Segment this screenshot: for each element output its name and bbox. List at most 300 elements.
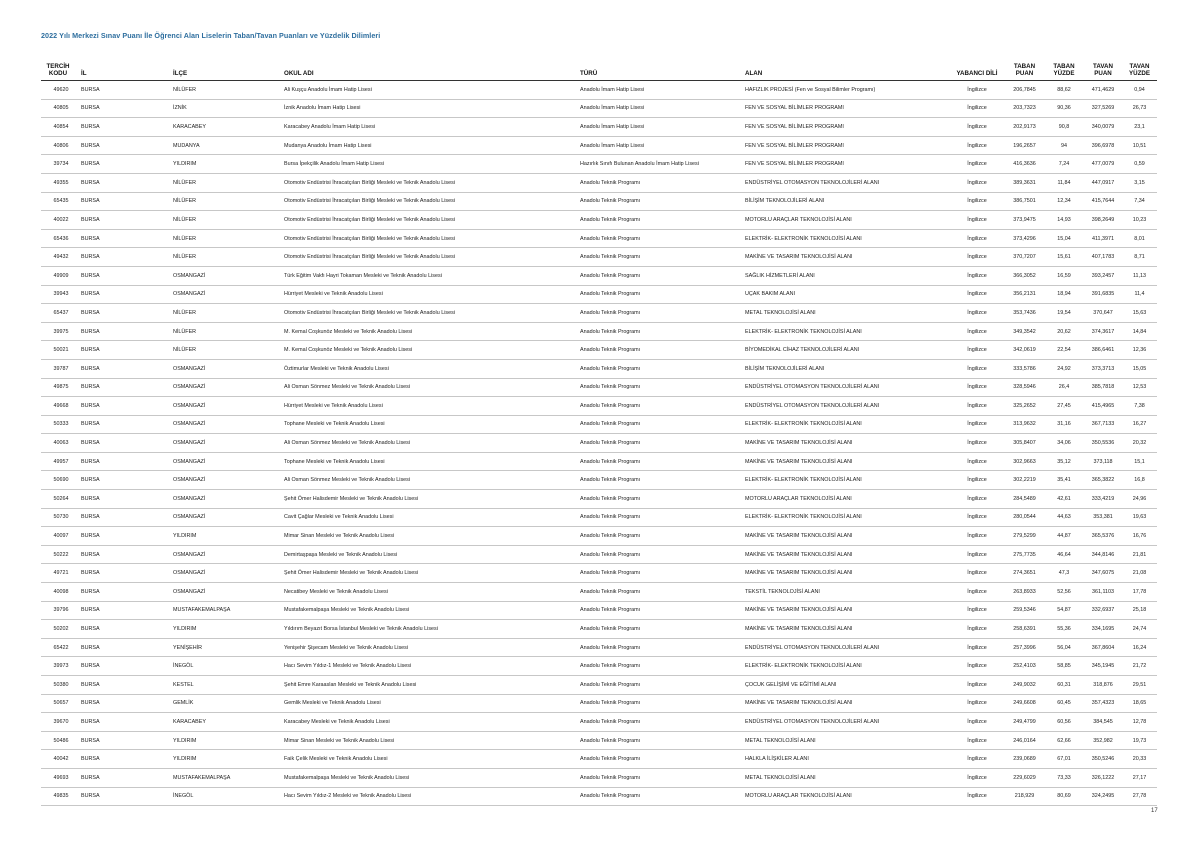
table-row [41,471,1157,490]
cell-tercih-kodu: 49721 [41,564,75,583]
cell-okul-adi: Otomotiv Endüstrisi İhracatçıları Birliği Mesleki ve Teknik Anadolu Lisesi [284,229,580,248]
cell-taban-yuzde: 7,24 [1044,155,1084,174]
cell-okul-adi: Hacı Sevim Yıldız-2 Mesleki ve Teknik Anadolu Lisesi [284,787,580,806]
cell-il: BURSA [75,787,173,806]
cell-turu: Anadolu Teknik Programı [580,359,745,378]
cell-taban-yuzde: 46,64 [1044,545,1084,564]
table-row [41,620,1157,639]
cell-turu: Anadolu Teknik Programı [580,322,745,341]
cell-tavan-puan: 411,3971 [1084,229,1122,248]
cell-ilce: KESTEL [173,676,284,695]
cell-yabanci-dili: İngilizce [949,452,1005,471]
cell-yabanci-dili: İngilizce [949,471,1005,490]
cell-turu: Anadolu İmam Hatip Lisesi [580,99,745,118]
cell-taban-puan: 302,9663 [1005,452,1044,471]
cell-alan: MOTORLU ARAÇLAR TEKNOLOJİSİ ALANI [745,211,949,230]
cell-taban-yuzde: 94 [1044,136,1084,155]
cell-yabanci-dili: İngilizce [949,378,1005,397]
cell-yabanci-dili: İngilizce [949,434,1005,453]
cell-ilce: NİLÜFER [173,173,284,192]
cell-tercih-kodu: 65422 [41,638,75,657]
cell-tavan-yuzde: 27,17 [1122,768,1157,787]
cell-il: BURSA [75,397,173,416]
cell-yabanci-dili: İngilizce [949,136,1005,155]
cell-yabanci-dili: İngilizce [949,155,1005,174]
cell-yabanci-dili: İngilizce [949,359,1005,378]
cell-taban-yuzde: 88,62 [1044,81,1084,100]
cell-alan: HALKLA İLİŞKİLER ALANI [745,750,949,769]
cell-taban-yuzde: 42,61 [1044,490,1084,509]
cell-alan: ELEKTRİK- ELEKTRONİK TEKNOLOJİSİ ALANI [745,322,949,341]
cell-tercih-kodu: 49355 [41,173,75,192]
cell-ilce: NİLÜFER [173,322,284,341]
cell-okul-adi: Türk Eğitim Vakfı Hayri Tokaman Mesleki ve Teknik Anadolu Lisesi [284,266,580,285]
cell-tavan-puan: 344,8146 [1084,545,1122,564]
cell-turu: Anadolu Teknik Programı [580,266,745,285]
cell-yabanci-dili: İngilizce [949,173,1005,192]
cell-il: BURSA [75,415,173,434]
cell-okul-adi: Ali Osman Sönmez Mesleki ve Teknik Anadolu Lisesi [284,434,580,453]
cell-yabanci-dili: İngilizce [949,99,1005,118]
header-yabanci-dili: YABANCI DİLİ [949,55,1005,81]
table-row [41,731,1157,750]
table-row [41,397,1157,416]
cell-okul-adi: Hacı Sevim Yıldız-1 Mesleki ve Teknik Anadolu Lisesi [284,657,580,676]
cell-taban-puan: 218,929 [1005,787,1044,806]
cell-il: BURSA [75,676,173,695]
cell-okul-adi: Mustafakemalpaşa Mesleki ve Teknik Anadolu Lisesi [284,601,580,620]
cell-turu: Anadolu İmam Hatip Lisesi [580,118,745,137]
cell-taban-puan: 305,8407 [1005,434,1044,453]
cell-okul-adi: Karacabey Mesleki ve Teknik Anadolu Lisesi [284,713,580,732]
table-row [41,676,1157,695]
cell-yabanci-dili: İngilizce [949,545,1005,564]
cell-turu: Anadolu Teknik Programı [580,341,745,360]
cell-alan: FEN VE SOSYAL BİLİMLER PROGRAMI [745,155,949,174]
cell-tavan-puan: 393,2457 [1084,266,1122,285]
cell-il: BURSA [75,527,173,546]
cell-alan: FEN VE SOSYAL BİLİMLER PROGRAMI [745,136,949,155]
cell-tercih-kodu: 50730 [41,508,75,527]
cell-alan: MOTORLU ARAÇLAR TEKNOLOJİSİ ALANI [745,490,949,509]
cell-tavan-yuzde: 18,65 [1122,694,1157,713]
cell-turu: Anadolu İmam Hatip Lisesi [580,81,745,100]
cell-tercih-kodu: 40042 [41,750,75,769]
cell-tercih-kodu: 49620 [41,81,75,100]
cell-ilce: YILDIRIM [173,620,284,639]
cell-alan: ELEKTRİK- ELEKTRONİK TEKNOLOJİSİ ALANI [745,471,949,490]
table-row [41,750,1157,769]
cell-il: BURSA [75,118,173,137]
cell-alan: ENDÜSTRİYEL OTOMASYON TEKNOLOJİLERİ ALANI [745,378,949,397]
cell-turu: Anadolu Teknik Programı [580,211,745,230]
table-row [41,285,1157,304]
cell-yabanci-dili: İngilizce [949,415,1005,434]
cell-alan: ÇOCUK GELİŞİMİ VE EĞİTİMİ ALANI [745,676,949,695]
cell-ilce: KARACABEY [173,118,284,137]
cell-ilce: İNEGÖL [173,787,284,806]
cell-tercih-kodu: 49957 [41,452,75,471]
cell-okul-adi: Otomotiv Endüstrisi İhracatçıları Birliği Mesleki ve Teknik Anadolu Lisesi [284,248,580,267]
cell-turu: Anadolu Teknik Programı [580,397,745,416]
cell-okul-adi: Ali Osman Sönmez Mesleki ve Teknik Anadolu Lisesi [284,378,580,397]
cell-tavan-puan: 396,6978 [1084,136,1122,155]
cell-ilce: NİLÜFER [173,211,284,230]
cell-tercih-kodu: 49693 [41,768,75,787]
cell-okul-adi: Yenişehir Şişecam Mesleki ve Teknik Anadolu Lisesi [284,638,580,657]
cell-ilce: İZNİK [173,99,284,118]
cell-il: BURSA [75,173,173,192]
cell-turu: Anadolu Teknik Programı [580,657,745,676]
cell-turu: Anadolu Teknik Programı [580,248,745,267]
cell-tavan-yuzde: 12,36 [1122,341,1157,360]
cell-okul-adi: Mudanya Anadolu İmam Hatip Lisesi [284,136,580,155]
cell-tavan-puan: 367,8604 [1084,638,1122,657]
cell-taban-yuzde: 73,33 [1044,768,1084,787]
cell-yabanci-dili: İngilizce [949,601,1005,620]
cell-tercih-kodu: 40063 [41,434,75,453]
cell-okul-adi: Mustafakemalpaşa Mesleki ve Teknik Anadolu Lisesi [284,768,580,787]
cell-yabanci-dili: İngilizce [949,490,1005,509]
cell-tavan-yuzde: 21,08 [1122,564,1157,583]
cell-tavan-puan: 334,1695 [1084,620,1122,639]
cell-taban-yuzde: 52,56 [1044,583,1084,602]
header-turu: TÜRÜ [580,55,745,81]
cell-turu: Anadolu Teknik Programı [580,378,745,397]
table-row [41,81,1157,100]
cell-taban-puan: 349,3542 [1005,322,1044,341]
table-header-row [41,55,1157,81]
cell-tavan-yuzde: 16,27 [1122,415,1157,434]
table-row [41,583,1157,602]
cell-turu: Anadolu Teknik Programı [580,694,745,713]
table-row [41,527,1157,546]
cell-il: BURSA [75,564,173,583]
cell-okul-adi: Tophane Mesleki ve Teknik Anadolu Lisesi [284,415,580,434]
cell-taban-yuzde: 62,66 [1044,731,1084,750]
cell-taban-puan: 366,3052 [1005,266,1044,285]
cell-taban-yuzde: 34,06 [1044,434,1084,453]
cell-tavan-puan: 471,4629 [1084,81,1122,100]
cell-tercih-kodu: 65436 [41,229,75,248]
cell-tercih-kodu: 50657 [41,694,75,713]
cell-yabanci-dili: İngilizce [949,304,1005,323]
cell-turu: Anadolu Teknik Programı [580,787,745,806]
cell-tavan-yuzde: 0,59 [1122,155,1157,174]
cell-tavan-yuzde: 0,94 [1122,81,1157,100]
table-row [41,118,1157,137]
cell-okul-adi: Otomotiv Endüstrisi İhracatçıları Birliği Mesleki ve Teknik Anadolu Lisesi [284,173,580,192]
table-row [41,768,1157,787]
table-row [41,304,1157,323]
cell-ilce: OSMANGAZİ [173,508,284,527]
cell-turu: Anadolu Teknik Programı [580,434,745,453]
page-number: 17 [1151,808,1158,814]
cell-taban-puan: 313,9632 [1005,415,1044,434]
cell-ilce: OSMANGAZİ [173,564,284,583]
table-row [41,415,1157,434]
cell-yabanci-dili: İngilizce [949,266,1005,285]
cell-yabanci-dili: İngilizce [949,192,1005,211]
cell-tavan-yuzde: 14,84 [1122,322,1157,341]
cell-okul-adi: Gemlik Mesleki ve Teknik Anadolu Lisesi [284,694,580,713]
cell-tavan-yuzde: 24,74 [1122,620,1157,639]
cell-tercih-kodu: 40098 [41,583,75,602]
cell-tavan-yuzde: 26,73 [1122,99,1157,118]
header-taban-puan: TABAN PUAN [1005,55,1044,81]
cell-il: BURSA [75,378,173,397]
cell-tavan-puan: 373,3713 [1084,359,1122,378]
cell-taban-puan: 386,7501 [1005,192,1044,211]
cell-il: BURSA [75,713,173,732]
cell-tavan-yuzde: 15,1 [1122,452,1157,471]
cell-taban-puan: 257,3996 [1005,638,1044,657]
cell-taban-yuzde: 60,45 [1044,694,1084,713]
cell-tavan-yuzde: 16,24 [1122,638,1157,657]
cell-il: BURSA [75,601,173,620]
cell-okul-adi: Şehit Ömer Halisdemir Mesleki ve Teknik Anadolu Lisesi [284,490,580,509]
cell-yabanci-dili: İngilizce [949,81,1005,100]
cell-ilce: OSMANGAZİ [173,490,284,509]
cell-ilce: OSMANGAZİ [173,285,284,304]
table-row [41,787,1157,806]
cell-taban-puan: 196,2657 [1005,136,1044,155]
cell-ilce: İNEGÖL [173,657,284,676]
cell-taban-yuzde: 60,31 [1044,676,1084,695]
cell-turu: Anadolu Teknik Programı [580,192,745,211]
cell-tavan-yuzde: 11,4 [1122,285,1157,304]
cell-alan: ELEKTRİK- ELEKTRONİK TEKNOLOJİSİ ALANI [745,415,949,434]
cell-taban-puan: 373,9475 [1005,211,1044,230]
cell-okul-adi: Şehit Emre Karaaslan Mesleki ve Teknik Anadolu Lisesi [284,676,580,695]
cell-ilce: YILDIRIM [173,527,284,546]
cell-il: BURSA [75,694,173,713]
cell-alan: SAĞLIK HİZMETLERİ ALANI [745,266,949,285]
cell-alan: MAKİNE VE TASARIM TEKNOLOJİSİ ALANI [745,564,949,583]
table-row [41,638,1157,657]
cell-taban-yuzde: 44,87 [1044,527,1084,546]
cell-il: BURSA [75,768,173,787]
cell-alan: BİLİŞİM TEKNOLOJİLERİ ALANI [745,192,949,211]
cell-alan: ELEKTRİK- ELEKTRONİK TEKNOLOJİSİ ALANI [745,229,949,248]
cell-turu: Anadolu Teknik Programı [580,229,745,248]
cell-taban-yuzde: 35,12 [1044,452,1084,471]
cell-tercih-kodu: 50486 [41,731,75,750]
cell-tavan-puan: 447,0917 [1084,173,1122,192]
cell-tavan-puan: 361,1103 [1084,583,1122,602]
cell-il: BURSA [75,211,173,230]
cell-alan: METAL TEKNOLOJİSİ ALANI [745,731,949,750]
cell-okul-adi: Hürriyet Mesleki ve Teknik Anadolu Lisesi [284,397,580,416]
cell-okul-adi: Tophane Mesleki ve Teknik Anadolu Lisesi [284,452,580,471]
cell-taban-yuzde: 44,63 [1044,508,1084,527]
header-il: İL [75,55,173,81]
cell-taban-yuzde: 18,94 [1044,285,1084,304]
cell-okul-adi: Ali Osman Sönmez Mesleki ve Teknik Anadolu Lisesi [284,471,580,490]
cell-turu: Anadolu Teknik Programı [580,173,745,192]
header-tavan-puan: TAVAN PUAN [1084,55,1122,81]
table-row [41,248,1157,267]
cell-okul-adi: Ali Kuşçu Anadolu İmam Hatip Lisesi [284,81,580,100]
cell-tavan-puan: 324,2495 [1084,787,1122,806]
cell-tavan-puan: 365,5376 [1084,527,1122,546]
cell-taban-puan: 258,6391 [1005,620,1044,639]
cell-tavan-puan: 384,545 [1084,713,1122,732]
cell-taban-yuzde: 12,34 [1044,192,1084,211]
table-row [41,657,1157,676]
cell-okul-adi: Hürriyet Mesleki ve Teknik Anadolu Lisesi [284,285,580,304]
header-tercih-kodu: TERCİH KODU [41,55,75,81]
cell-tercih-kodu: 39670 [41,713,75,732]
cell-ilce: NİLÜFER [173,192,284,211]
cell-ilce: NİLÜFER [173,304,284,323]
cell-taban-yuzde: 22,54 [1044,341,1084,360]
cell-tavan-puan: 373,118 [1084,452,1122,471]
cell-tavan-puan: 357,4323 [1084,694,1122,713]
cell-turu: Anadolu Teknik Programı [580,601,745,620]
cell-tavan-yuzde: 15,63 [1122,304,1157,323]
cell-il: BURSA [75,341,173,360]
cell-alan: HAFIZLIK PROJESİ (Fen ve Sosyal Bilimler Programı) [745,81,949,100]
cell-okul-adi: Mimar Sinan Mesleki ve Teknik Anadolu Lisesi [284,731,580,750]
cell-tavan-yuzde: 7,38 [1122,397,1157,416]
cell-alan: MAKİNE VE TASARIM TEKNOLOJİSİ ALANI [745,434,949,453]
cell-alan: ELEKTRİK- ELEKTRONİK TEKNOLOJİSİ ALANI [745,657,949,676]
cell-taban-yuzde: 15,61 [1044,248,1084,267]
cell-taban-yuzde: 47,3 [1044,564,1084,583]
cell-taban-puan: 203,7323 [1005,99,1044,118]
cell-taban-puan: 274,3651 [1005,564,1044,583]
cell-tavan-puan: 398,2649 [1084,211,1122,230]
cell-turu: Anadolu Teknik Programı [580,415,745,434]
cell-taban-yuzde: 31,16 [1044,415,1084,434]
cell-yabanci-dili: İngilizce [949,564,1005,583]
cell-taban-puan: 333,5786 [1005,359,1044,378]
cell-turu: Anadolu Teknik Programı [580,750,745,769]
cell-alan: MAKİNE VE TASARIM TEKNOLOJİSİ ALANI [745,452,949,471]
cell-alan: MAKİNE VE TASARIM TEKNOLOJİSİ ALANI [745,248,949,267]
cell-il: BURSA [75,452,173,471]
cell-tercih-kodu: 40022 [41,211,75,230]
cell-okul-adi: Mimar Sinan Mesleki ve Teknik Anadolu Lisesi [284,527,580,546]
cell-tavan-puan: 391,6835 [1084,285,1122,304]
cell-ilce: OSMANGAZİ [173,583,284,602]
cell-taban-yuzde: 26,4 [1044,378,1084,397]
cell-il: BURSA [75,490,173,509]
cell-tavan-puan: 352,982 [1084,731,1122,750]
cell-taban-yuzde: 55,36 [1044,620,1084,639]
cell-yabanci-dili: İngilizce [949,694,1005,713]
cell-tavan-yuzde: 8,71 [1122,248,1157,267]
page-title: 2022 Yılı Merkezi Sınav Puanı İle Öğrenci Alan Liselerin Taban/Tavan Puanları ve Yüzdelik Dilimleri [41,31,381,40]
cell-tercih-kodu: 39734 [41,155,75,174]
cell-alan: MAKİNE VE TASARIM TEKNOLOJİSİ ALANI [745,620,949,639]
cell-tercih-kodu: 50222 [41,545,75,564]
cell-il: BURSA [75,229,173,248]
cell-il: BURSA [75,81,173,100]
cell-yabanci-dili: İngilizce [949,657,1005,676]
cell-turu: Anadolu Teknik Programı [580,676,745,695]
table-row [41,155,1157,174]
cell-alan: UÇAK BAKIM ALANI [745,285,949,304]
cell-tavan-puan: 347,6075 [1084,564,1122,583]
cell-alan: ELEKTRİK- ELEKTRONİK TEKNOLOJİSİ ALANI [745,508,949,527]
cell-tavan-yuzde: 21,81 [1122,545,1157,564]
cell-yabanci-dili: İngilizce [949,638,1005,657]
table-row [41,229,1157,248]
cell-il: BURSA [75,508,173,527]
cell-yabanci-dili: İngilizce [949,676,1005,695]
cell-taban-yuzde: 67,01 [1044,750,1084,769]
cell-tavan-puan: 350,5536 [1084,434,1122,453]
cell-tavan-puan: 350,5246 [1084,750,1122,769]
cell-il: BURSA [75,322,173,341]
cell-yabanci-dili: İngilizce [949,285,1005,304]
cell-taban-puan: 356,2131 [1005,285,1044,304]
cell-taban-puan: 416,3636 [1005,155,1044,174]
cell-yabanci-dili: İngilizce [949,787,1005,806]
cell-yabanci-dili: İngilizce [949,397,1005,416]
cell-tercih-kodu: 40805 [41,99,75,118]
cell-taban-yuzde: 11,84 [1044,173,1084,192]
cell-turu: Anadolu Teknik Programı [580,620,745,639]
cell-taban-puan: 239,0689 [1005,750,1044,769]
cell-turu: Anadolu Teknik Programı [580,713,745,732]
cell-ilce: NİLÜFER [173,229,284,248]
cell-ilce: NİLÜFER [173,341,284,360]
cell-alan: TEKSTİL TEKNOLOJİSİ ALANI [745,583,949,602]
cell-taban-puan: 249,4799 [1005,713,1044,732]
cell-tavan-puan: 327,5269 [1084,99,1122,118]
cell-tavan-yuzde: 27,78 [1122,787,1157,806]
cell-taban-puan: 373,4296 [1005,229,1044,248]
cell-tavan-yuzde: 25,18 [1122,601,1157,620]
cell-turu: Anadolu Teknik Programı [580,304,745,323]
cell-taban-yuzde: 80,69 [1044,787,1084,806]
cell-yabanci-dili: İngilizce [949,341,1005,360]
cell-turu: Anadolu Teknik Programı [580,731,745,750]
table-row [41,341,1157,360]
header-ilce: İLÇE [173,55,284,81]
table-row [41,378,1157,397]
cell-tercih-kodu: 49432 [41,248,75,267]
cell-ilce: MUDANYA [173,136,284,155]
cell-tavan-puan: 477,0079 [1084,155,1122,174]
cell-taban-puan: 325,2652 [1005,397,1044,416]
cell-tavan-puan: 407,1783 [1084,248,1122,267]
cell-turu: Anadolu Teknik Programı [580,490,745,509]
cell-ilce: OSMANGAZİ [173,434,284,453]
cell-taban-yuzde: 20,62 [1044,322,1084,341]
cell-tercih-kodu: 40097 [41,527,75,546]
cell-tavan-puan: 340,0079 [1084,118,1122,137]
cell-turu: Anadolu Teknik Programı [580,583,745,602]
cell-okul-adi: Otomotiv Endüstrisi İhracatçıları Birliği Mesleki ve Teknik Anadolu Lisesi [284,192,580,211]
cell-turu: Anadolu Teknik Programı [580,545,745,564]
cell-taban-yuzde: 90,8 [1044,118,1084,137]
cell-taban-puan: 202,9173 [1005,118,1044,137]
cell-tercih-kodu: 65435 [41,192,75,211]
cell-okul-adi: Şehit Ömer Halisdemir Mesleki ve Teknik Anadolu Lisesi [284,564,580,583]
cell-tavan-puan: 365,3822 [1084,471,1122,490]
cell-taban-puan: 342,0619 [1005,341,1044,360]
cell-yabanci-dili: İngilizce [949,620,1005,639]
cell-taban-puan: 206,7845 [1005,81,1044,100]
table-row [41,545,1157,564]
cell-ilce: OSMANGAZİ [173,471,284,490]
cell-ilce: OSMANGAZİ [173,397,284,416]
table-row [41,490,1157,509]
